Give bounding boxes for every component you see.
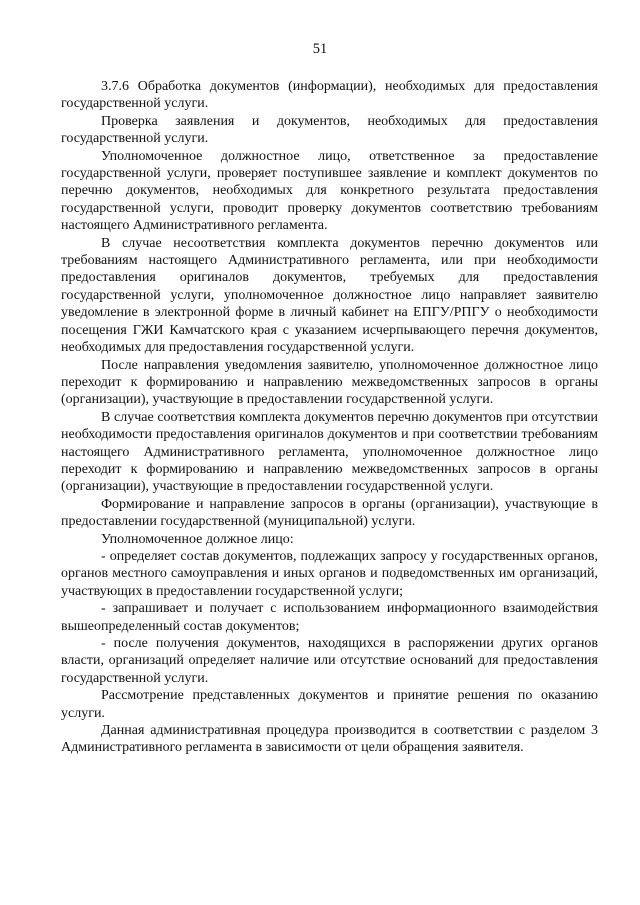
- paragraph-conformity: В случае соответствия комплекта документов перечню документов при отсутствии необходимости предоставления оригиналов документов и при соответствии требованиям настоящего Административного регламента, уполномоченное должностное лицо переходит к формированию и направлению межведомственных запросов в органы (организации), участвующие в предоставлении государственной услуги.: [61, 409, 598, 495]
- paragraph-officer-checks: Уполномоченное должностное лицо, ответственное за предоставление государственной услуги, проверяет поступившее заявление и комплект документов по перечню документов, необходимых для конкретного результата предоставления государственной услуги, проводит проверку документов соответствию требованиям настоящего Административного регламента.: [61, 148, 598, 234]
- list-item-determines: - определяет состав документов, подлежащих запросу у государственных органов, органов местного самоуправления и иных органов и подведомственных им организаций, участвующих в предоставлении государственной услуги;: [61, 548, 598, 599]
- list-item-after-receipt: - после получения документов, находящихся в распоряжении других органов власти, организаций определяет наличие или отсутствие оснований для предоставления государственной услуги.: [61, 636, 598, 686]
- paragraph-requests-heading: Формирование и направление запросов в органы (организации), участвующие в предоставлении государственной (муниципальной) услуги.: [61, 496, 598, 530]
- list-item-requests: - запрашивает и получает с использованием информационного взаимодействия вышеопределенный состав документов;: [61, 601, 598, 634]
- paragraph-procedure: Данная административная процедура производится в соответствии с разделом 3 Административного регламента в зависимости от цели обращения заявителя.: [61, 723, 598, 756]
- paragraph-check-heading: Проверка заявления и документов, необходимых для предоставления государственной услуги.: [61, 113, 598, 147]
- paragraph-after-notice: После направления уведомления заявителю, уполномоченное должностное лицо переходит к формированию и направлению межведомственных запросов в органы (организации), участвующие в предоставлении государственной услуги.: [61, 357, 598, 408]
- paragraph-officer-label: Уполномоченное должное лицо:: [101, 531, 294, 547]
- paragraph-review-heading: Рассмотрение представленных документов и принятие решения по оказанию услуги.: [61, 688, 598, 721]
- document-body: [61, 78, 598, 757]
- paragraph-nonconformity: В случае несоответствия комплекта документов перечню документов или требованиям настоящего Административного регламента, или при необходимости предоставления оригиналов документов, требуемых для предоставления государственной услуги, уполномоченное должностное лицо направляет заявителю уведомление в электронной форме в личный кабинет на ЕПГУ/РПГУ о необходимости посещения ГЖИ Камчатского края с указанием исчерпывающего перечня документов, необходимых для предоставления государственной услуги.: [61, 235, 598, 356]
- page-number: 51: [312, 41, 328, 57]
- section-heading: 3.7.6 Обработка документов (информации), необходимых для предоставления государственной услуги.: [61, 79, 598, 112]
